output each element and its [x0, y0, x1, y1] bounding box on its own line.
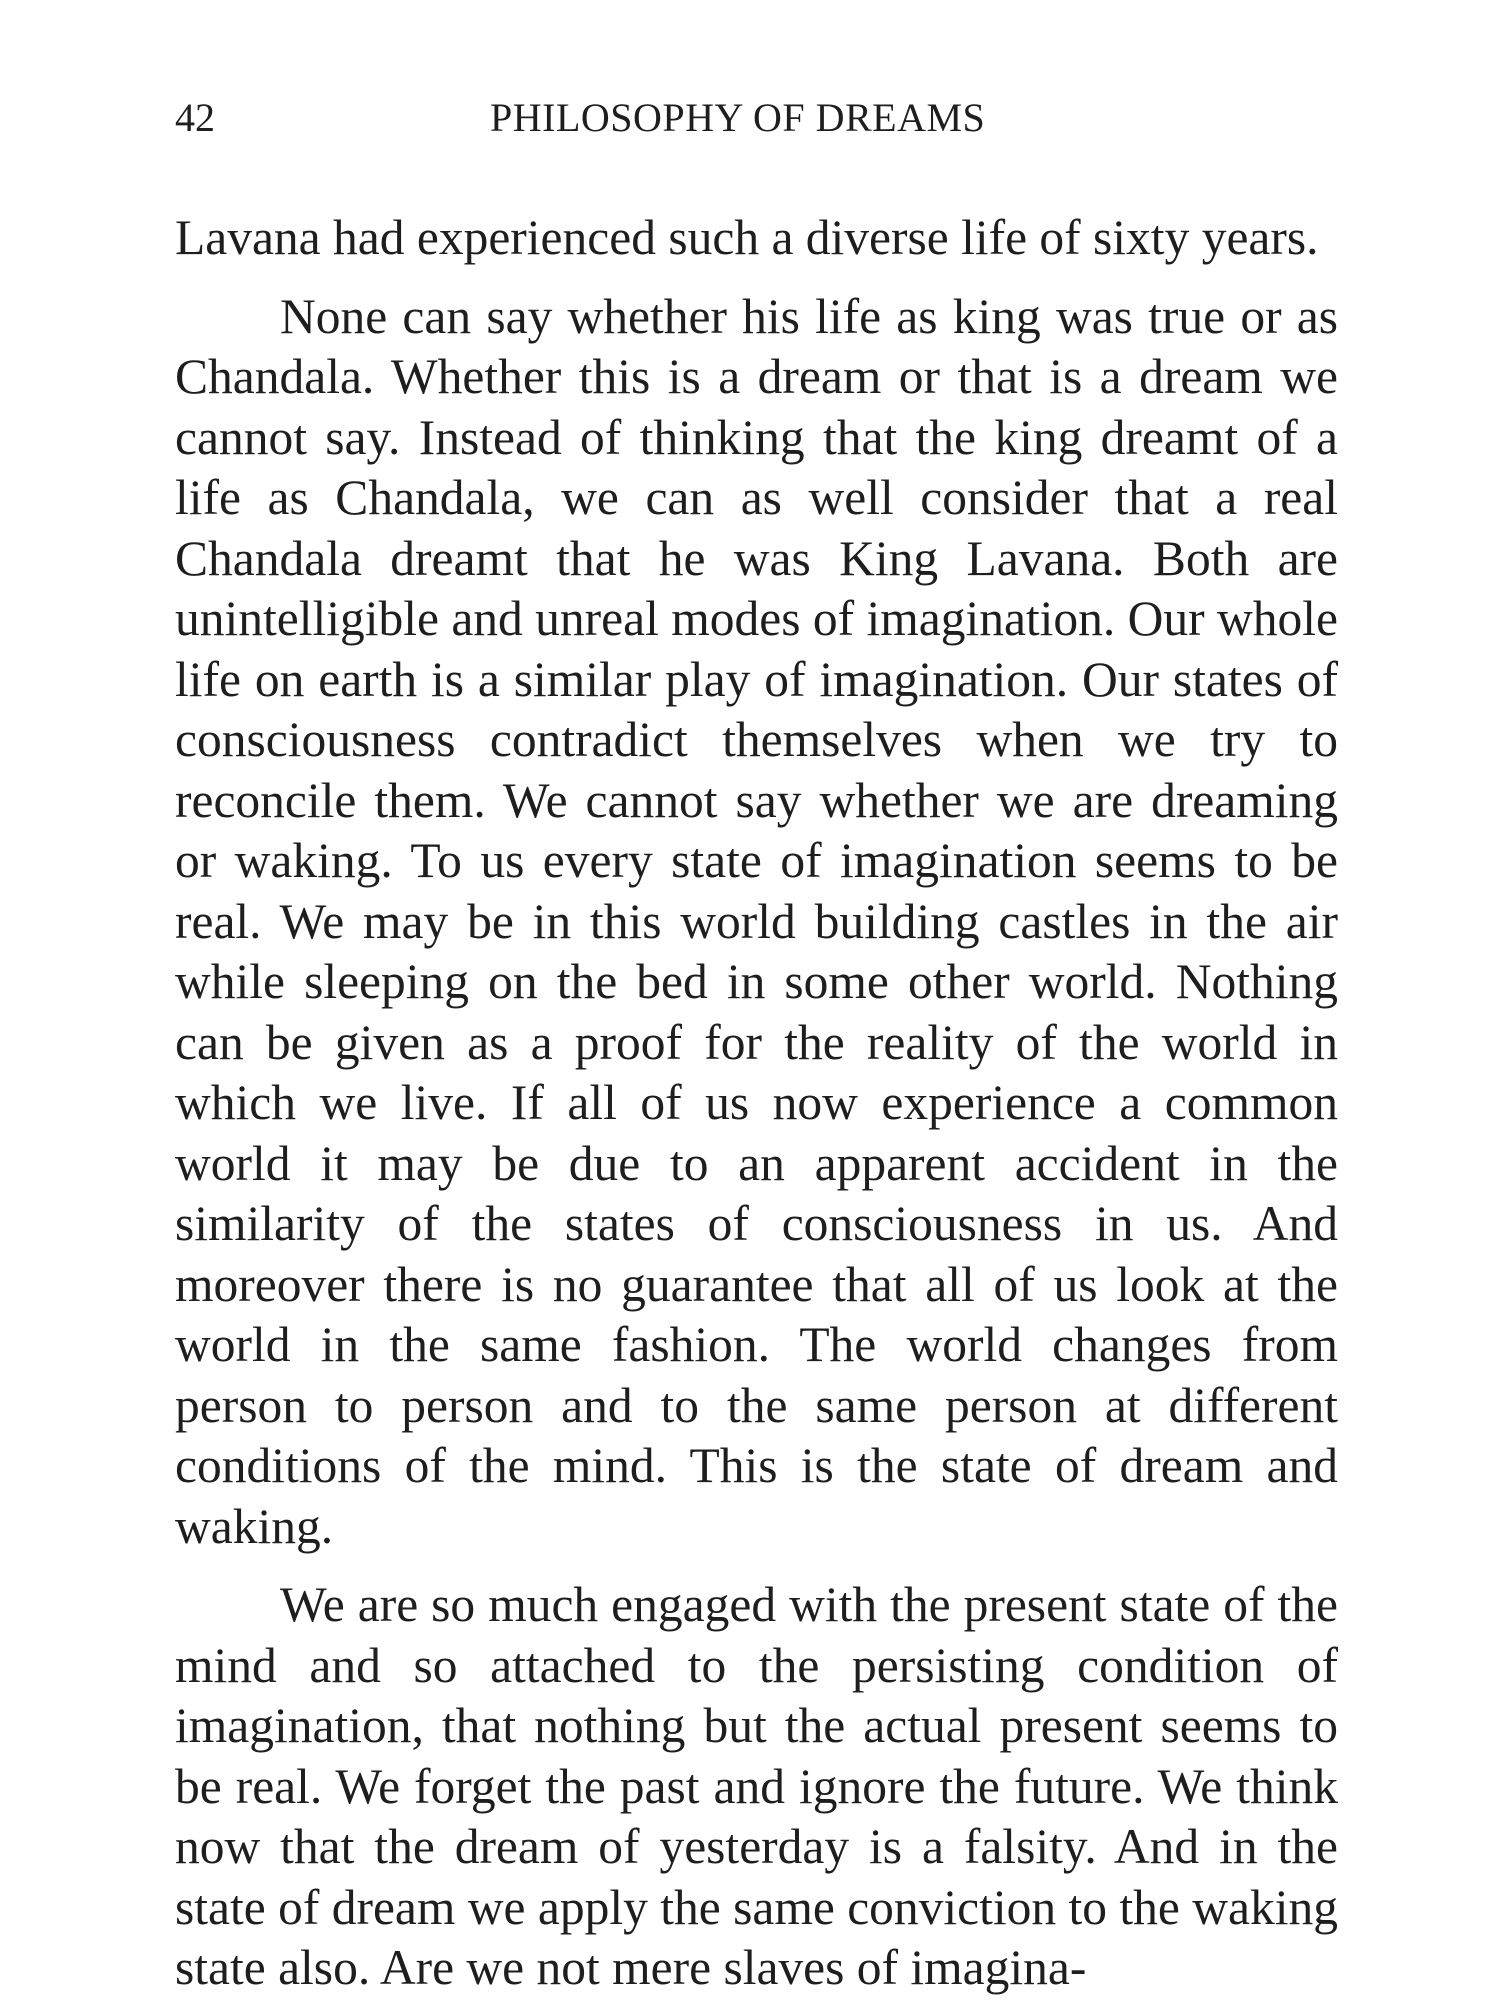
paragraph: We are so much engaged with the present state of the mind and so attached to the persisting condition of imagination, that nothing but the actual present seems to be real. We forget the past and ignore the future. We think now that the dream of yesterday is a falsity. And in the state of dream we apply the same conviction to the waking state also. Are we not mere slaves of imagina-: [175, 1577, 1338, 1995]
paragraph-continuation: Lavana had experienced such a diverse life of sixty years.: [175, 210, 1319, 265]
body-text: [175, 208, 1338, 1999]
page-number: 42: [175, 95, 215, 140]
paragraph: None can say whether his life as king was true or as Chandala. Whether this is a dream or that is a dream we cannot say. Instead of thinking that the king dreamt of a life as Chandala, we can as well consider that a real Chandala dreamt that he was King Lavana. Both are unintelligible and unreal modes of imagination. Our whole life on earth is a similar play of imagination. Our states of consciousness contradict themselves when we try to reconcile them. We cannot say whether we are dreaming or waking. To us every state of imagination seems to be real. We may be in this world building castles in the air while sleeping on the bed in some other world. Nothing can be given as a proof for the reality of the world in which we live. If all of us now experience a common world it may be due to an apparent accident in the similarity of the states of consciousness in us. And moreover there is no guarantee that all of us look at the world in the same fashion. The world changes from person to person and to the same person at different conditions of the mind. This is the state of dream and waking.: [175, 288, 1338, 1554]
page-header: [175, 88, 1340, 148]
running-head: PHILOSOPHY OF DREAMS: [490, 95, 986, 140]
